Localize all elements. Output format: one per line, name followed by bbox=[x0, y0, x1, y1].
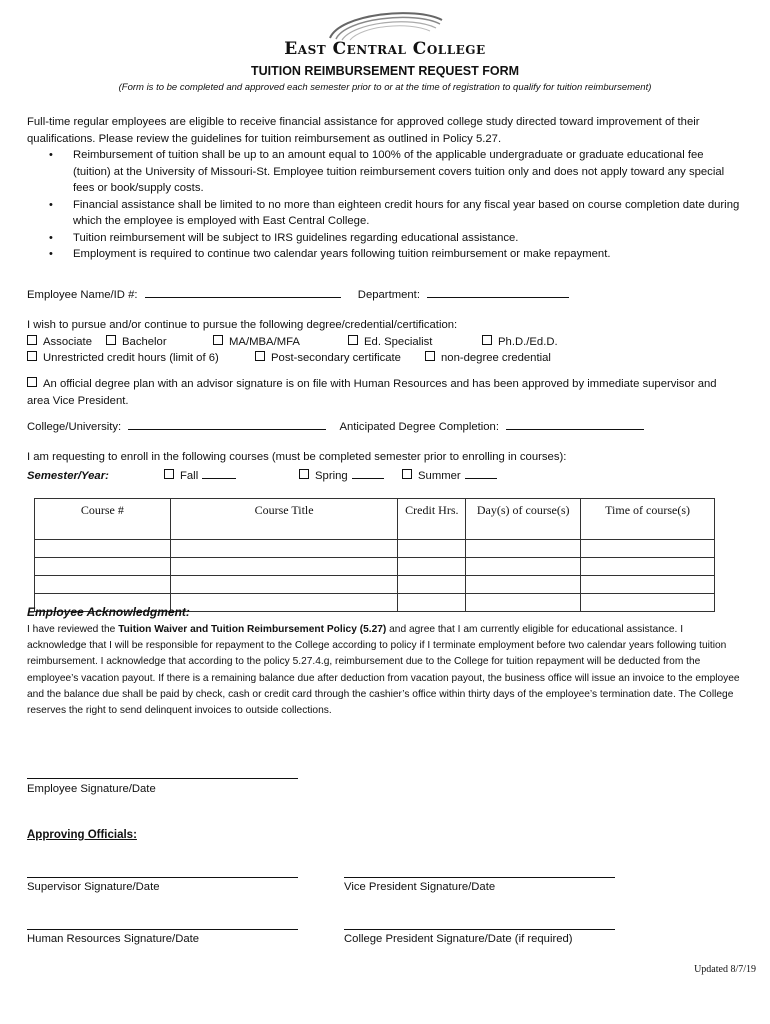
acknowledgment-text bbox=[27, 622, 742, 719]
table-header-row bbox=[35, 499, 715, 540]
table-cell[interactable] bbox=[581, 576, 715, 594]
semester-option[interactable]: Spring bbox=[299, 467, 402, 482]
table-cell[interactable] bbox=[581, 540, 715, 558]
intro-section bbox=[27, 114, 742, 263]
table-cell[interactable] bbox=[398, 594, 466, 612]
table-cell[interactable] bbox=[581, 558, 715, 576]
guideline-list bbox=[27, 147, 742, 263]
college-field[interactable] bbox=[128, 418, 326, 430]
department-label: Department: bbox=[357, 289, 420, 301]
vice-president-signature-label: Vice President Signature/Date bbox=[344, 881, 496, 893]
table-row bbox=[35, 576, 715, 594]
college-row bbox=[27, 418, 644, 433]
table-cell[interactable] bbox=[466, 558, 581, 576]
table-cell[interactable] bbox=[170, 558, 398, 576]
header-time: Time of course(s) bbox=[581, 499, 715, 540]
table-cell[interactable] bbox=[581, 594, 715, 612]
degree-option[interactable]: non-degree credential bbox=[425, 351, 551, 364]
checkbox-phd-edd[interactable] bbox=[482, 335, 492, 345]
checkbox-ma-mba-mfa[interactable] bbox=[213, 335, 223, 345]
checkbox-spring[interactable] bbox=[299, 469, 309, 479]
completion-field[interactable] bbox=[506, 418, 644, 430]
updated-date: Updated 8/7/19 bbox=[694, 964, 756, 975]
degree-option[interactable]: Bachelor bbox=[106, 335, 213, 348]
college-president-signature-label: College President Signature/Date (if required) bbox=[344, 933, 573, 945]
fall-year-field[interactable] bbox=[202, 467, 236, 479]
degree-prompt: I wish to pursue and/or continue to pursue the following degree/credential/certification: bbox=[27, 319, 458, 331]
checkbox-ed-specialist[interactable] bbox=[348, 335, 358, 345]
table-cell[interactable] bbox=[35, 540, 171, 558]
employee-signature-label: Employee Signature/Date bbox=[27, 783, 156, 795]
ack-policy-name: Tuition Waiver and Tuition Reimbursement Policy (5.27) bbox=[118, 624, 387, 635]
college-president-signature-line[interactable] bbox=[344, 929, 615, 930]
degree-option[interactable]: Associate bbox=[27, 335, 106, 348]
course-table bbox=[34, 498, 715, 612]
table-cell[interactable] bbox=[35, 576, 171, 594]
header-course-title: Course Title bbox=[170, 499, 398, 540]
header-days: Day(s) of course(s) bbox=[466, 499, 581, 540]
checkbox-non-degree-credential[interactable] bbox=[425, 351, 435, 361]
semester-label: Semester/Year: bbox=[27, 470, 109, 482]
hr-signature-line[interactable] bbox=[27, 929, 298, 930]
approving-officials-heading: Approving Officials: bbox=[27, 829, 137, 841]
semester-row bbox=[27, 467, 497, 482]
vice-president-signature-line[interactable] bbox=[344, 877, 615, 878]
supervisor-signature-line[interactable] bbox=[27, 877, 298, 878]
employee-name-label: Employee Name/ID #: bbox=[27, 289, 138, 301]
ack-text-pre: I have reviewed the bbox=[27, 624, 119, 635]
checkbox-associate[interactable] bbox=[27, 335, 37, 345]
degree-options-row1 bbox=[27, 335, 558, 348]
table-cell[interactable] bbox=[35, 558, 171, 576]
checkbox-bachelor[interactable] bbox=[106, 335, 116, 345]
form-subtitle: (Form is to be completed and approved each semester prior to or at the time of registration to qualify for tuition reimbursement) bbox=[118, 82, 652, 93]
guideline-item: • Reimbursement of tuition shall be up to an amount equal to 100% of the applicable undergraduate or graduate educational fee (tuition) at the University of Missouri-St. Employee tuition reimbursement covers tuition only and does not apply toward any special fees or book/supply costs. bbox=[27, 147, 742, 197]
hr-signature-label: Human Resources Signature/Date bbox=[27, 933, 200, 945]
table-cell[interactable] bbox=[170, 540, 398, 558]
degree-option[interactable]: Ph.D./Ed.D. bbox=[482, 335, 558, 348]
table-cell[interactable] bbox=[170, 594, 398, 612]
degree-option[interactable]: Ed. Specialist bbox=[348, 335, 482, 348]
college-logo bbox=[250, 6, 520, 58]
table-row bbox=[35, 540, 715, 558]
department-field[interactable] bbox=[427, 286, 569, 298]
college-label: College/University: bbox=[27, 421, 122, 433]
employee-signature-line[interactable] bbox=[27, 778, 298, 779]
checkbox-fall[interactable] bbox=[164, 469, 174, 479]
semester-option[interactable]: Fall bbox=[164, 467, 299, 482]
supervisor-signature-label: Supervisor Signature/Date bbox=[27, 881, 160, 893]
checkbox-degree-plan[interactable] bbox=[27, 377, 37, 387]
form-title: TUITION REIMBURSEMENT REQUEST FORM bbox=[250, 64, 520, 78]
degree-options-row2 bbox=[27, 351, 551, 364]
table-cell[interactable] bbox=[398, 558, 466, 576]
guideline-item: • Financial assistance shall be limited to no more than eighteen credit hours for any fiscal year based on course completion date during which the employee is employed with East Central College. bbox=[27, 197, 742, 230]
spring-year-field[interactable] bbox=[352, 467, 384, 479]
table-cell[interactable] bbox=[398, 540, 466, 558]
table-row bbox=[35, 558, 715, 576]
guideline-item: • Employment is required to continue two calendar years following tuition reimbursement or make repayment. bbox=[27, 246, 742, 263]
employee-name-field[interactable] bbox=[145, 286, 341, 298]
table-cell[interactable] bbox=[466, 594, 581, 612]
guideline-item: • Tuition reimbursement will be subject to IRS guidelines regarding educational assistance. bbox=[27, 230, 742, 247]
degree-option[interactable]: Unrestricted credit hours (limit of 6) bbox=[27, 351, 255, 364]
table-cell[interactable] bbox=[170, 576, 398, 594]
semester-option[interactable]: Summer bbox=[402, 467, 497, 482]
checkbox-post-secondary-certificate[interactable] bbox=[255, 351, 265, 361]
enroll-prompt: I am requesting to enroll in the following courses (must be completed semester prior to enrolling in courses): bbox=[27, 451, 567, 463]
summer-year-field[interactable] bbox=[465, 467, 497, 479]
employee-row bbox=[27, 286, 569, 301]
logo-text: East Central College bbox=[284, 39, 486, 59]
header-credit-hrs: Credit Hrs. bbox=[398, 499, 466, 540]
degree-plan-statement bbox=[27, 376, 727, 409]
degree-option[interactable]: MA/MBA/MFA bbox=[213, 335, 348, 348]
table-cell[interactable] bbox=[466, 576, 581, 594]
table-cell[interactable] bbox=[398, 576, 466, 594]
degree-plan-text: An official degree plan with an advisor signature is on file with Human Resources and has been approved by immediate supervisor and area Vice President. bbox=[27, 378, 717, 407]
header-course-number: Course # bbox=[35, 499, 171, 540]
degree-option[interactable]: Post-secondary certificate bbox=[255, 351, 425, 364]
checkbox-unrestricted-credit[interactable] bbox=[27, 351, 37, 361]
ack-text-post: and agree that I am currently eligible for educational assistance. I acknowledge that I will be responsible for repayment to the College according to policy if I terminate employment before two calendar years following tuition reimbursement. I acknowledge that according to the policy 5.27.4.g, reimbursement due to the College for tuition repayment will be deducted from the employee’s vacation payout. If there is a remaining balance due after deduction from vacation payout, the business office will issue an invoice to the employee and the balance due shall be paid by check, cash or credit card through the cashier’s office within thirty days of the employee’s termination date. The College reserves the right to send delinquent invoices to outside collections. bbox=[27, 624, 740, 717]
checkbox-summer[interactable] bbox=[402, 469, 412, 479]
completion-label: Anticipated Degree Completion: bbox=[339, 421, 499, 433]
acknowledgment-heading: Employee Acknowledgment: bbox=[27, 605, 190, 619]
table-cell[interactable] bbox=[466, 540, 581, 558]
intro-paragraph: Full-time regular employees are eligible to receive financial assistance for approved college study directed toward improvement of their qualifications. Please review the guidelines for tuition reimbursement as outlined in Policy 5.27. bbox=[27, 116, 700, 145]
